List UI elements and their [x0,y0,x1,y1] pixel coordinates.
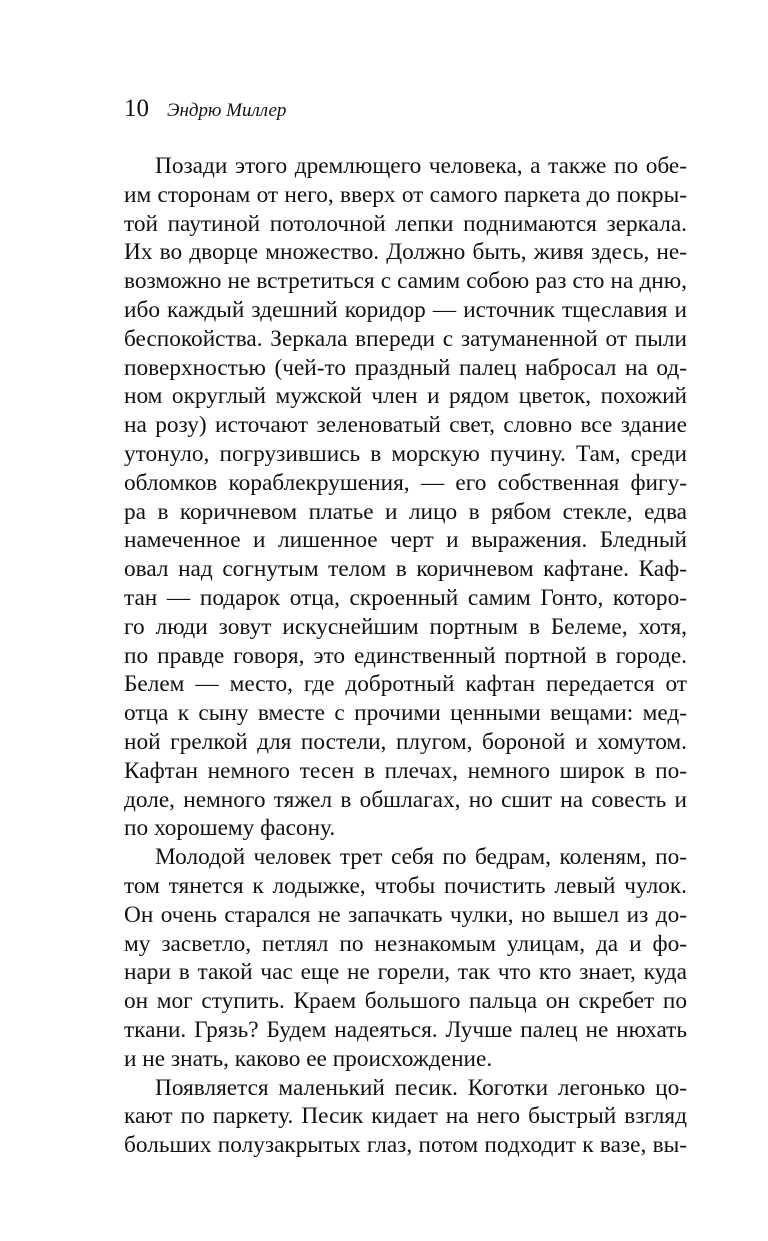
text-line: им сторонам от него, вверх от самого паркета до покры- [124,181,687,208]
page-number: 10 [124,95,149,122]
text-line: и не знать, каково ее происхождение. [124,1045,493,1072]
text-line: обломков кораблекрушения, — его собственная фигу- [124,469,687,496]
text-line: Кафтан немного тесен в плечах, немного широк в по- [124,757,687,784]
text-line: той паутиной потолочной лепки поднимаются зеркала. [124,210,687,237]
text-line: тан — подарок отца, скроенный самим Гонто, которо- [124,584,687,611]
text-line: доле, немного тяжел в обшлагах, но сшит на совесть и [124,786,687,813]
body-text [124,152,687,1160]
text-line: он мог ступить. Краем большого пальца он скребет по [124,988,687,1015]
text-line: больших полузакрытых глаз, потом подходит к вазе, вы- [124,1132,687,1159]
page-header [124,94,286,126]
text-line: по правде говоря, это единственный портной в городе. [124,642,687,669]
text-line: го люди зовут искуснейшим портным в Белеме, хотя, [124,613,687,640]
text-line: ра в коричневом платье и лицо в рябом стекле, едва [124,498,687,525]
text-line: нари в такой час еще не горели, так что кто знает, куда [124,959,687,986]
running-head-author: Эндрю Миллер [167,100,287,121]
text-line: том тянется к лодыжке, чтобы почистить левый чулок. [124,872,687,899]
text-line: ной грелкой для постели, плугом, бороной и хомутом. [124,728,687,755]
text-line: Появляется маленький песик. Коготки легонько цо- [155,1074,687,1101]
text-line: на розу) источают зеленоватый свет, словно все здание [124,412,687,439]
text-line: отца к сыну вместе с прочими ценными вещами: мед- [124,700,687,727]
text-line: му засветло, петлял по незнакомым улицам, да и фо- [124,930,687,957]
text-line: Белем — место, где добротный кафтан передается от [124,671,687,698]
text-line: Молодой человек трет себя по бедрам, коленям, по- [155,844,687,871]
text-line: Позади этого дремлющего человека, а также по обе- [155,153,687,179]
text-line: ткани. Грязь? Будем надеяться. Лучше палец не нюхать [124,1016,687,1043]
text-line: поверхностью (чей-то праздный палец набросал на од- [124,354,687,381]
text-line: Он очень старался не запачкать чулки, но вышел из до- [124,901,687,928]
text-line: намеченное и лишенное черт и выражения. Бледный [124,527,687,554]
text-line: ном округлый мужской член и рядом цветок, похожий [124,383,687,410]
text-line: Их во дворце множество. Должно быть, живя здесь, не- [124,239,687,266]
text-line: возможно не встретиться с самим собою раз сто на дню, [124,268,687,295]
text-line: кают по паркету. Песик кидает на него быстрый взгляд [124,1103,687,1130]
text-line: по хорошему фасону. [124,815,336,842]
text-line: овал над согнутым телом в коричневом кафтане. Каф- [124,556,687,583]
text-line: беспокойства. Зеркала впереди с затуманенной от пыли [124,325,687,352]
text-line: утонуло, погрузившись в морскую пучину. Там, среди [124,440,687,467]
text-line: ибо каждый здешний коридор — источник тщеславия и [124,296,687,323]
